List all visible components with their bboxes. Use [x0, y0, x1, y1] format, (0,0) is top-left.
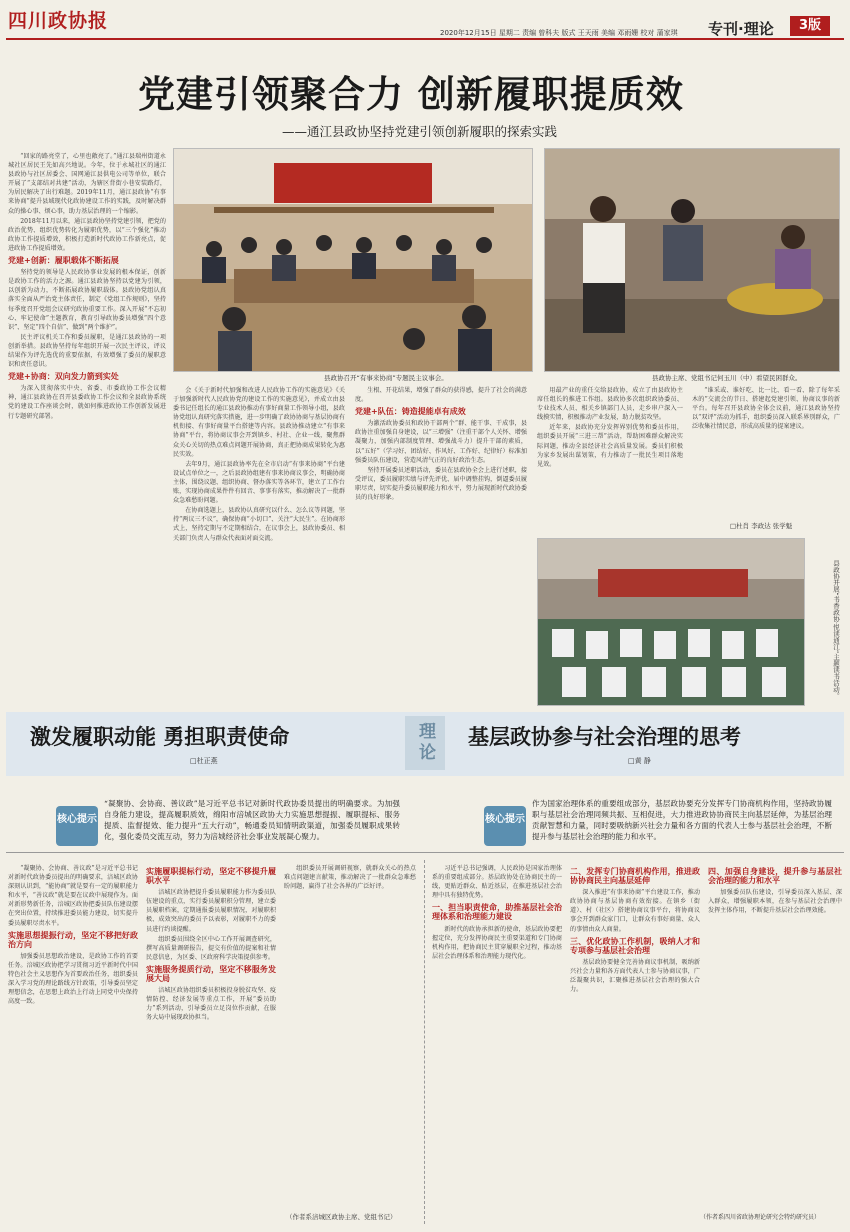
subheading: 一、担当职责使命，助推基层社会治理体系和治理能力建设: [432, 903, 562, 922]
article3-column-3: [708, 864, 842, 1204]
article3-keypoint-label: 核心提示: [484, 806, 526, 846]
article2-author-note: （作者系涪城区政协主席、党组书记）: [286, 1213, 397, 1221]
article1-subtitle: ——通江县政协坚持党建引领创新履职的探索实践: [282, 124, 558, 139]
issue-meta: 2020年12月15日 星期二 责编 曾科夫 版式 王天雨 美编 邓雨姗 校对 蒲家琪: [440, 29, 678, 37]
paragraph: 坚持党的领导是人民政协事业发展的根本保证，创新是政协工作的活力之源。通江县政协坚持以党建为引领，以创新为动力，不断拓展政协履职载体。县政协党组认真落实全面从严治党主体责任，制定《党组工作规则》，坚持每季度召开党组会议研究政协重要工作。深入开展“不忘初心、牢记使命”主题教育，教育引导政协委员增强“四个意识”、坚定“四个自信”、做到“两个维护”。: [8, 269, 166, 331]
paragraph: 去年9月，通江县政协率先在全市启动“有事来协商”平台建设试点单位之一，之后县政协组建有事来协商议事会，明确协商主体，围绕议题、组织协商、督办落实等各环节，建立了工作台账，实现协商成果件件有回音、事事有落实，推动解决了一批群众急难愁盼问题。: [173, 460, 345, 505]
photo-meeting-caption: 县政协召开“有事来协商”专题民主议事会。: [324, 374, 448, 382]
paragraph: 加强委员思想政治建设，是政协工作的首要任务。涪城区政协把学习贯彻习近平新时代中国特色社会主义思想作为首要政治任务，组织委员深入学习党的理论路线方针政策，引导委员坚定理想信念，在思想上政治上行动上同党中央保持高度一致。: [8, 952, 138, 1006]
article1-authors: □杜肖 李政达 张学魁: [730, 522, 793, 530]
paragraph: “谁采或、谁好吃、比一比、看一看、除了每年采木的”交流会的节日、搭建起党建引领、协商议事的新平台。每年召开县政协全体会议前，通江县政协坚持以“双评”活动为抓手，组织委员深入联系界别群众，广泛收集社情民意，形成高质量的提案建议。: [692, 387, 840, 431]
article2-column-2: [146, 864, 276, 1224]
masthead-logo: 四川政协报: [8, 10, 109, 32]
photo-reading-caption: 县政协开展“书香政协·悦读通江”主题读书活动。: [832, 560, 840, 699]
photo-visit-caption: 县政协主席、党组书记何玉川（中）看望民困群众。: [652, 374, 802, 382]
paragraph: 用最产业的重任交给县政协，成立了由县政协主席任组长的推进工作组。县政协多次组织政协委员、专业技术人员、相关乡镇部门人员，走乡串户深入一线摸实情，积极推动产业发展，助力脱贫攻坚。: [537, 387, 683, 422]
article1-column-5: [537, 386, 683, 534]
paragraph: “凝聚协、会协商、善议政”是习近平总书记对新时代政协委员提出的明确要求，涪城区政协深刻认识到，“能协商”就是要有一定的履职能力和水平，“善议政”就是要在议政中展现作为。面对新形势新任务，涪城区政协把委员队伍建设摆在突出位置，持续推进委员能力建设，切实提升委员履职尽责水平。: [8, 865, 138, 927]
article1-column-6: [692, 386, 840, 516]
paragraph: 组织委员围绕全区中心工作开展调查研究，撰写高质量调研报告，提交有价值的提案和社情民意信息，为区委、区政府科学决策提供参考。: [146, 935, 276, 961]
paragraph: 民主评议机关工作和委员履职，是通江县政协的一项创新举措。县政协坚持每年组织开展一次民主评议，评议结果作为评先选优的重要依据，有效增强了委员的履职意识和责任意识。: [8, 333, 166, 369]
article3-author-note: （作者系四川省政协理论研究会特约研究员）: [700, 1214, 821, 1221]
paragraph: 基层政协要健全完善协商议事机制，吸纳新兴社会力量和各方面代表人士参与协商议事，广泛凝聚共识，汇聚推进基层社会治理的强大合力。: [570, 958, 700, 994]
header-rule: [6, 38, 844, 40]
subheading: 二、发挥专门协商机构作用，推进政协协商民主向基层延伸: [570, 867, 700, 886]
article2-keypoint-label: 核心提示: [56, 806, 98, 846]
paragraph: 近年来，县政协充分发挥界别优势和委员作用，组织委员开展“三进三帮”活动，帮助困难群众解决实际问题，推动全县经济社会高质量发展。委员们积极为家乡发展出谋划策，有力推动了一批民生项目落地见效。: [537, 424, 683, 468]
paragraph: 会《关于新时代加强和改进人民政协工作的实施意见》《关于加强新时代人民政协党的建设工作的实施意见》，并成立由县委书记任组长的通江县政协推动有事好商量工作领导小组，县政协党组认真研究落实措施，进一步明确了政协协商与基层协商有机衔接、有事好商量平台搭建等内容。县政协推动建立“有事来协商”平台，将协商议事会开到镇乡、村社、企业一线，聚焦群众关心关切的热点难点问题开展协商，真正把协商成果转化为惠民实效。: [173, 387, 345, 458]
subheading: 实施履职提标行动，坚定不移提升履职水平: [146, 867, 276, 886]
photo-reading: [537, 538, 805, 706]
article2-title: 激发履职动能 勇担职责使命: [30, 725, 290, 749]
subheading: 实施服务提质行动，坚定不移服务发展大局: [146, 964, 276, 984]
article1-title: 党建引领聚合力 创新履职提质效: [138, 73, 684, 116]
paragraph: 涪城区政协把提升委员履职能力作为委员队伍建设的重点，实行委员履职积分管理，建立委员履职档案，定期通报委员履职情况，对履职积极、成效突出的委员予以表彰，对履职不力的委员进行约谈提醒。: [146, 889, 276, 933]
article-divider: [424, 860, 426, 1224]
paragraph: 坚持开展委员述职活动，委员在县政协全会上进行述职，接受评议，委员履职实绩与评先评优、届中调整挂钩，倒逼委员履职尽责，切实提升委员履职能力和水平，努力展现新时代政协委员的良好形象。: [355, 466, 527, 502]
article2-column-3: [284, 864, 416, 1204]
article1-column-4: [355, 386, 527, 704]
paragraph: 加强委员队伍建设，引导委员深入基层、深入群众，增强履职本领，在参与基层社会治理中发挥主体作用，不断提升基层社会治理效能。: [708, 889, 842, 915]
article3-column-2: [570, 864, 700, 1224]
page-header: [0, 0, 850, 40]
paragraph: 深入推进“有事来协商”平台建设工作，推动政协协商与基层协商有效衔接。在镇乡（街道）、村（社区）搭建协商议事平台，将协商议事会开到群众家门口，让群众有事好商量、众人的事情由众人商量。: [570, 889, 700, 933]
paragraph: 新时代的政协承担新的使命，基层政协要把握定位，充分发挥协商民主重要渠道和专门协商机构作用，把协商民主贯穿履职全过程，推动基层社会治理体系和治理能力现代化。: [432, 925, 562, 960]
article1-column-3: [173, 386, 345, 704]
article2-byline: □杜正燕: [190, 757, 218, 765]
paragraph: 涪城区政协组织委员积极投身脱贫攻坚、疫情防控、经济发展等重点工作，开展“委员助力”系列活动，引导委员立足岗位作贡献，在服务大局中展现政协担当。: [146, 987, 276, 1022]
subheading: 党建+队伍：铸造提能卓有成效: [355, 407, 466, 417]
paragraph: 生根、开花结果，增强了群众的获得感，提升了社会的满意度。: [355, 387, 527, 404]
paragraph: 2018年11月以来，通江县政协坚持党建引领，把党的政治优势、组织优势转化为履职优势，以“三个强化”推动政协工作提质增效，积极打造新时代政协工作新亮点，促进政协工作提质增效。: [8, 217, 166, 252]
article1-column-1: [8, 152, 166, 704]
article2-keypoint-text: “凝聚协、会协商、善议政”是习近平总书记对新时代政协委员提出的明确要求。为加强自身能力建设，提高履职质效，绵阳市涪城区政协大力实施思想提振、履职提标、服务提质、监督提效、能力提升“五大行动”，畅通委员知情明政渠道，加强委员履职成果转化，强化委员交流互动，努力为涪城经济社会事业发展凝心聚力。: [104, 799, 400, 841]
paragraph: 为激活政协委员和政协干部两个“群、能干事、干成事，县政协注重加强自身建设，以“三增强”（注重干部个人关怀、增强凝聚力，加强内部制度管理、增强战斗力）提升干部的素质，以“五好”（学习好、团结好、作风好、工作好、纪律好）标准加强委员队伍建设，营造风清气正的良好政治生态。: [355, 420, 527, 464]
photo-visit: [544, 148, 840, 372]
subheading: 四、加强自身建设，提升参与基层社会治理的能力和水平: [708, 867, 842, 886]
photo-meeting: [173, 148, 533, 372]
article2-column-1: [8, 864, 138, 1224]
column-seal: 理论: [405, 716, 445, 770]
subheading: 实施思想提振行动，坚定不移把好政治方向: [8, 930, 138, 949]
paragraph: 习近平总书记强调，人民政协是国家治理体系的重要组成部分。基层政协处在协商民主的一线，更贴近群众、贴近基层，在推进基层社会治理中具有独特优势。: [432, 865, 562, 900]
subheading: 党建+创新：履职载体不断拓展: [8, 256, 119, 266]
article3-column-1: [432, 864, 562, 1224]
paragraph: 组织委员开展调研视察，就群众关心的热点难点问题建言献策，推动解决了一批群众急难愁盼问题，赢得了社会各界的广泛好评。: [284, 865, 416, 891]
section-name: 专刊·理论: [708, 20, 774, 38]
article3-byline: □黄 静: [628, 757, 651, 765]
paragraph: 在协商选题上，县政协认真研究以什么、怎么议等问题，坚持“两议三不议”，确保协商“小切口”、关注“大民生”。在协商形式上，坚持定期与不定期相结合，在议事会上，县政协委员、相关部门负责人与群众代表面对面交流。: [173, 507, 345, 542]
page-number: 3版: [790, 16, 830, 36]
article3-title: 基层政协参与社会治理的思考: [468, 725, 741, 749]
subheading: 三、优化政协工作机制，吸纳人才和专项参与基层社会治理: [570, 936, 700, 955]
subheading: 党建+协商：双向发力箭到实处: [8, 372, 119, 382]
paragraph: “回家的路亮堂了，心里也敞亮了。”通江县瑞州街道永城社区居民王先如高兴地说。今年，位于永城社区的通江县政协与社区居委会、国网通江县供电公司等单位，联合开展了“支部结对共建”活动，为辖区背街小巷安装路灯，为居民解决了出行难题。2019年11月，通江县政协“有事来协商”提升县域现代化政协建设工作的实践，及时解决群众的操心事、烦心事，助力基层治理的一个缩影。: [8, 153, 166, 215]
article3-keypoint-text: 作为国家治理体系的重要组成部分，基层政协要充分发挥专门协商机构作用，坚持政协履职与基层社会治理同频共振、互相促进，大力推进政协协商民主向基层延伸，为基层治理贡献智慧和力量，同时要吸纳新兴社会力量和各方面的代表人士参与基层社会治理，不断提升参与基层社会治理的能力和水平。: [532, 799, 832, 841]
paragraph: 为深入贯彻落实中央、省委、市委政协工作会议精神，通江县政协在召开县委政协工作会议和全县政协系统党的建设工作座谈会时，就如何推进政协工作创新发展进行专题研究部署。: [8, 385, 166, 420]
divider: [6, 852, 844, 853]
